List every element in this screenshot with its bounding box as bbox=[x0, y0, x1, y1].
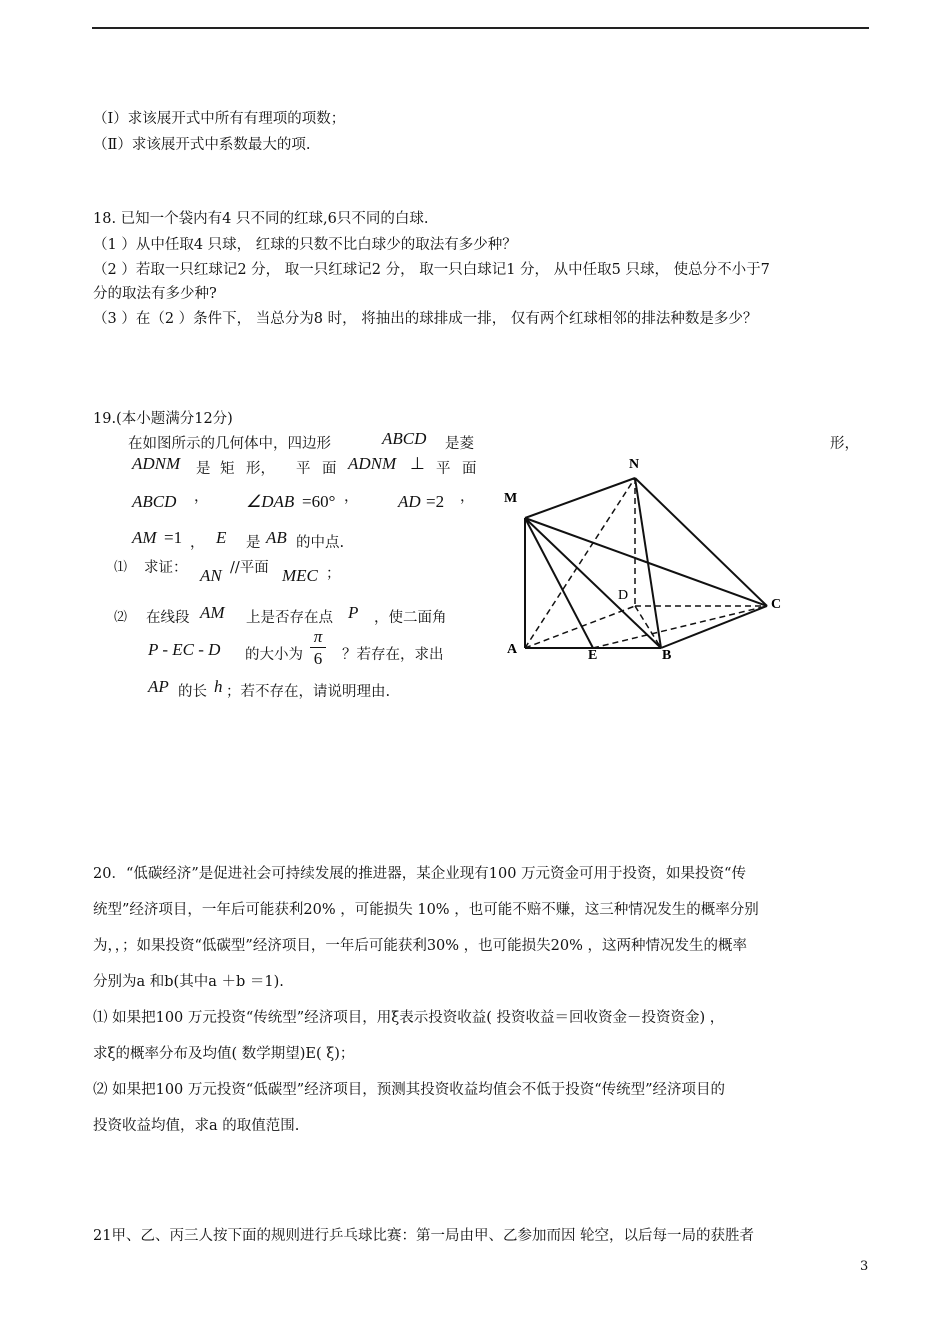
fraction-numerator: π bbox=[313, 627, 323, 646]
q20-line5: ⑴ 如果把100 万元投资“传统型”经济项目，用ξ表示投资收益( 投资收益＝回收资金－投资资金) ， bbox=[93, 1010, 725, 1026]
q19-geometry-figure bbox=[495, 448, 795, 666]
fraction-denominator: 6 bbox=[313, 649, 323, 668]
label-N: N bbox=[629, 457, 640, 472]
q20-line2: 统型”经济项目，一年后可能获利20% ，可能损失 10% ，也可能不赔不赚，这三种情况发生的概率分别 bbox=[93, 902, 759, 918]
q19-sub2-text: 在线段 bbox=[146, 610, 190, 626]
q17-part2: （Ⅱ）求该展开式中系数最大的项. bbox=[93, 137, 311, 153]
label-E: E bbox=[588, 648, 598, 663]
q19-am: AM bbox=[132, 528, 157, 547]
edge-ME bbox=[525, 518, 593, 648]
edge-MC bbox=[525, 518, 767, 606]
label-A: A bbox=[507, 642, 518, 657]
q19-am-value: =1 bbox=[164, 528, 183, 547]
q19-sub1-label: ⑴ bbox=[114, 560, 128, 575]
q19-ap: AP bbox=[148, 677, 169, 696]
q19-exist-text: 上是否存在点 bbox=[246, 610, 333, 626]
edge-MB bbox=[525, 518, 661, 648]
label-B: B bbox=[662, 648, 672, 663]
q19-fraction-pi-over-6 bbox=[310, 628, 326, 667]
q19-h: h bbox=[214, 677, 223, 696]
q19-sub1-text: 求证： bbox=[144, 560, 188, 576]
q19-point-e: E bbox=[216, 528, 227, 547]
q18-part1: （1 ）从中任取4 只球， 红球的只数不比白球少的取法有多少种？ bbox=[93, 237, 517, 253]
q19-size-text: 的大小为 bbox=[245, 647, 303, 663]
q20-line3: 为，，；如果投资“低碳型”经济项目，一年后可能获利30% ，也可能损失20% ，这两种情况发生的概率 bbox=[93, 938, 747, 954]
header-rule bbox=[92, 27, 869, 29]
q20-line8: 投资收益均值，求a 的取值范围. bbox=[93, 1118, 300, 1134]
q18-part2-line1: （2 ）若取一只红球记2 分， 取一只红球记2 分， 取一只白球记1 分， 从中任取5 只球， 使总分不小于7 bbox=[93, 262, 770, 278]
q19-shi: 是 bbox=[196, 461, 211, 477]
q18-part2-line2: 分的取法有多少种? bbox=[93, 286, 217, 302]
q19-ad: AD bbox=[398, 492, 421, 511]
q20-line1: 20．“低碳经济”是促进社会可持续发展的推进器，某企业现有100 万元资金可用于投资，如果投资“传 bbox=[93, 866, 746, 882]
q19-mec: MEC bbox=[282, 566, 318, 585]
q19-abcd-2: ABCD bbox=[132, 492, 177, 511]
q19-line1-text: 在如图所示的几何体中，四边形 bbox=[128, 436, 331, 452]
q19-comma2: ， bbox=[344, 489, 359, 505]
q19-comma3: ， bbox=[460, 489, 475, 505]
q19-ab: AB bbox=[266, 528, 287, 547]
q20-line6: 求ξ的概率分布及均值( 数学期望)E( ξ)； bbox=[93, 1046, 355, 1062]
q19-ifexist-text: ？若存在，求出 bbox=[342, 647, 444, 663]
edge-BC bbox=[661, 606, 767, 648]
q19-an: AN bbox=[200, 566, 222, 585]
label-M: M bbox=[504, 491, 518, 506]
page-number: 3 bbox=[860, 1259, 869, 1274]
q19-ping: 平 bbox=[296, 461, 311, 477]
q19-angle-value: =60° bbox=[302, 492, 336, 511]
q19-header: 19.(本小题满分12分) bbox=[93, 411, 233, 427]
q19-point-p: P bbox=[348, 603, 359, 622]
q20-line4: 分别为a 和b(其中a ＋b ＝1). bbox=[93, 974, 284, 990]
q20-line7: ⑵ 如果把100 万元投资“低碳型”经济项目，预测其投资收益均值会不低于投资“传统型”经济项目的 bbox=[93, 1082, 726, 1098]
q19-ju: 矩 bbox=[220, 461, 235, 477]
q21-line1: 21甲、乙、丙三人按下面的规则进行乒乓球比赛：第一局由甲、乙参加而因 轮空，以后每一局的获胜者 bbox=[93, 1228, 755, 1244]
fraction-bar bbox=[310, 647, 326, 648]
q19-mian: 面 bbox=[322, 461, 337, 477]
q19-notexist-text: ；若不存在，请说明理由. bbox=[226, 684, 391, 700]
q19-shi-2: 是 bbox=[246, 535, 261, 551]
q19-line1-shiling: 是菱 bbox=[445, 436, 474, 452]
q19-line1-xing: 形， bbox=[830, 436, 859, 452]
q19-ping-2: 平 bbox=[436, 461, 451, 477]
q17-part1: （Ⅰ）求该展开式中所有有理项的项数； bbox=[93, 111, 346, 127]
edge-MN bbox=[525, 478, 635, 518]
q19-comma4: ， bbox=[190, 535, 205, 551]
label-D: D bbox=[618, 588, 629, 603]
q19-mian-2: 面 bbox=[462, 461, 477, 477]
q19-length-text: 的长 bbox=[178, 684, 207, 700]
q19-xing: 形， bbox=[246, 461, 275, 477]
q19-semicolon: ； bbox=[326, 566, 341, 582]
edge-NC bbox=[635, 478, 767, 606]
q19-parallel-plane: //平面 bbox=[230, 560, 269, 576]
label-C: C bbox=[771, 597, 782, 612]
q19-sub2-label: ⑵ bbox=[114, 610, 128, 625]
q19-ad-value: =2 bbox=[426, 492, 445, 511]
q19-midpoint: 的中点. bbox=[296, 535, 345, 551]
q18-part3: （3 ）在（2 ）条件下， 当总分为8 时， 将抽出的球排成一排， 仅有两个红球相邻的排法种数是多少？ bbox=[93, 311, 758, 327]
q18-stem: 18. 已知一个袋内有4 只不同的红球,6只不同的白球. bbox=[93, 211, 429, 227]
q19-adnm: ADNM bbox=[132, 454, 181, 473]
q19-dihedral-text: ，使二面角 bbox=[374, 610, 447, 626]
q19-comma1: ， bbox=[194, 489, 209, 505]
edge-AD bbox=[525, 606, 635, 648]
q19-abcd: ABCD bbox=[382, 429, 427, 448]
q19-am-2: AM bbox=[200, 603, 225, 622]
q19-perp: ⊥ bbox=[410, 454, 425, 473]
q19-angle-dab: ∠DAB bbox=[246, 492, 295, 511]
q19-pecd: P - EC - D bbox=[148, 640, 221, 659]
q19-adnm-2: ADNM bbox=[348, 454, 397, 473]
